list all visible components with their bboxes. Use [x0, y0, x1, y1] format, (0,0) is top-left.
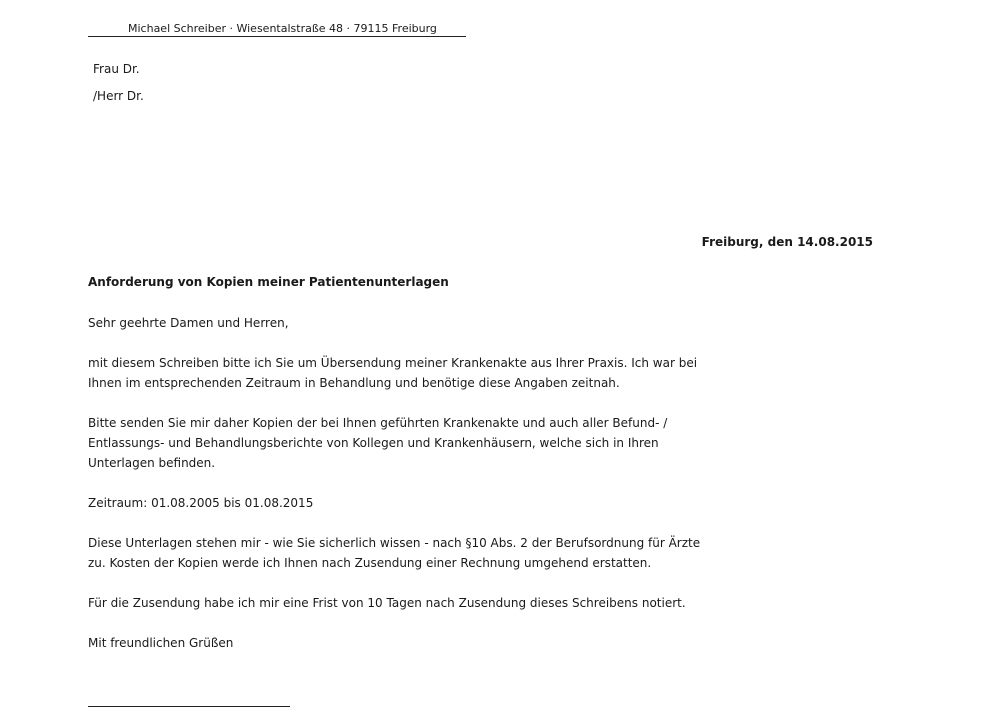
paragraph-line: Entlassungs- und Behandlungsberichte von Kollegen und Krankenhäusern, welche sich in Ihren: [88, 436, 659, 450]
paragraph-legal-basis: [88, 533, 728, 573]
salutation: Sehr geehrte Damen und Herren,: [88, 316, 289, 330]
recipient-line-2: /Herr Dr.: [93, 89, 144, 103]
paragraph-line: Bitte senden Sie mir daher Kopien der bei Ihnen geführten Krankenakte und auch aller Befund- /: [88, 416, 668, 430]
letter-subject: Anforderung von Kopien meiner Patientenunterlagen: [88, 275, 449, 289]
period-line: Zeitraum: 01.08.2005 bis 01.08.2015: [88, 496, 314, 510]
paragraph-request: [88, 353, 728, 393]
paragraph-deadline: Für die Zusendung habe ich mir eine Frist von 10 Tagen nach Zusendung dieses Schreibens notiert.: [88, 596, 686, 610]
closing: Mit freundlichen Grüßen: [88, 636, 234, 650]
signature-line: [88, 706, 290, 707]
sender-address-line: Michael Schreiber · Wiesentalstraße 48 · 79115 Freiburg: [88, 21, 466, 37]
letter-date: Freiburg, den 14.08.2015: [701, 235, 873, 249]
paragraph-copies: [88, 413, 728, 473]
paragraph-line: Diese Unterlagen stehen mir - wie Sie sicherlich wissen - nach §10 Abs. 2 der Berufsordnung für Ärzte: [88, 536, 701, 550]
recipient-line-1: Frau Dr.: [93, 62, 140, 76]
paragraph-line: Ihnen im entsprechenden Zeitraum in Behandlung und benötige diese Angaben zeitnah.: [88, 376, 620, 390]
paragraph-line: mit diesem Schreiben bitte ich Sie um Übersendung meiner Krankenakte aus Ihrer Praxis. Ich war bei: [88, 356, 698, 370]
paragraph-line: zu. Kosten der Kopien werde ich Ihnen nach Zusendung einer Rechnung umgehend erstatten.: [88, 556, 652, 570]
paragraph-line: Unterlagen befinden.: [88, 456, 216, 470]
